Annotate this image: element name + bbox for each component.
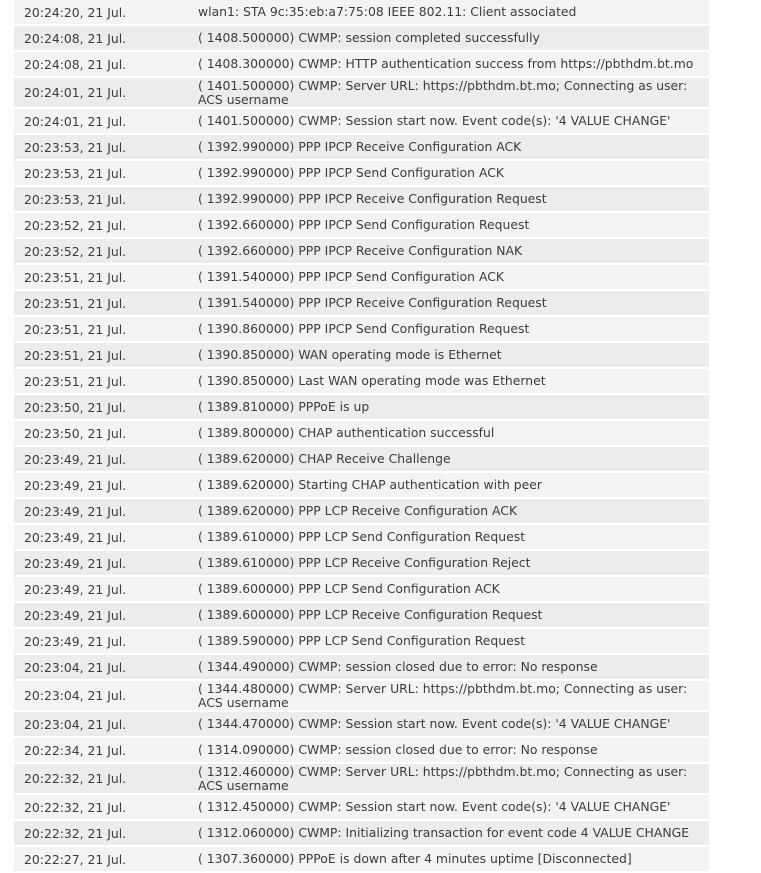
log-message: ( 1401.500000) CWMP: Session start now. Event code(s): '4 VALUE CHANGE' — [198, 114, 671, 128]
log-row — [14, 655, 709, 681]
log-time: 20:24:01, 21 Jul. — [24, 85, 127, 100]
log-row — [14, 821, 709, 847]
log-time: 20:23:04, 21 Jul. — [24, 688, 127, 703]
log-message: ( 1392.660000) PPP IPCP Send Configuration Request — [198, 218, 530, 232]
log-time: 20:23:51, 21 Jul. — [24, 347, 127, 363]
log-row — [14, 603, 709, 629]
log-row — [14, 551, 709, 577]
log-message: ( 1408.300000) CWMP: HTTP authentication success from https://pbthdm.bt.mo — [198, 57, 694, 71]
log-row — [14, 78, 709, 109]
log-time: 20:22:32, 21 Jul. — [24, 771, 127, 786]
log-message: ( 1312.460000) CWMP: Server URL: https://pbthdm.bt.mo; Connecting as user: ACS username — [198, 763, 688, 793]
log-message: ( 1312.060000) CWMP: Initializing transaction for event code 4 VALUE CHANGE — [198, 826, 690, 840]
log-message: ( 1408.500000) CWMP: session completed successfully — [198, 31, 540, 45]
log-time: 20:24:08, 21 Jul. — [24, 56, 127, 72]
log-row — [14, 239, 709, 265]
log-time: 20:23:49, 21 Jul. — [24, 503, 127, 519]
log-time: 20:24:20, 21 Jul. — [24, 4, 127, 20]
log-message: ( 1312.450000) CWMP: Session start now. Event code(s): '4 VALUE CHANGE' — [198, 800, 671, 814]
log-message: ( 1391.540000) PPP IPCP Send Configuration ACK — [198, 270, 505, 284]
log-row — [14, 681, 709, 712]
log-message: ( 1389.620000) Starting CHAP authentication with peer — [198, 478, 542, 492]
log-row — [14, 499, 709, 525]
log-time: 20:23:51, 21 Jul. — [24, 269, 127, 285]
log-time: 20:23:49, 21 Jul. — [24, 451, 127, 467]
log-message: ( 1389.590000) PPP LCP Send Configuration Request — [198, 634, 526, 648]
log-time: 20:23:49, 21 Jul. — [24, 633, 127, 649]
log-time: 20:22:34, 21 Jul. — [24, 742, 127, 758]
log-message: ( 1344.480000) CWMP: Server URL: https://pbthdm.bt.mo; Connecting as user: ACS username — [198, 680, 688, 710]
log-time: 20:23:51, 21 Jul. — [24, 373, 127, 389]
log-row — [14, 161, 709, 187]
log-message: ( 1389.620000) PPP LCP Receive Configuration ACK — [198, 504, 518, 518]
log-message: ( 1390.860000) PPP IPCP Send Configuration Request — [198, 322, 530, 336]
log-row — [14, 213, 709, 239]
log-time: 20:23:50, 21 Jul. — [24, 399, 127, 415]
log-row — [14, 0, 709, 26]
log-message: ( 1392.660000) PPP IPCP Receive Configuration NAK — [198, 244, 523, 258]
log-row — [14, 847, 709, 873]
log-message: ( 1392.990000) PPP IPCP Send Configuration ACK — [198, 166, 505, 180]
event-log-table — [14, 0, 709, 873]
log-row — [14, 764, 709, 795]
log-message: ( 1390.850000) WAN operating mode is Ethernet — [198, 348, 502, 362]
log-message: ( 1314.090000) CWMP: session closed due to error: No response — [198, 743, 598, 757]
log-message: ( 1389.610000) PPP LCP Receive Configuration Reject — [198, 556, 531, 570]
log-row — [14, 109, 709, 135]
log-message: ( 1344.470000) CWMP: Session start now. Event code(s): '4 VALUE CHANGE' — [198, 717, 671, 731]
log-message: ( 1390.850000) Last WAN operating mode was Ethernet — [198, 374, 546, 388]
log-time: 20:23:52, 21 Jul. — [24, 243, 127, 259]
log-time: 20:23:04, 21 Jul. — [24, 659, 127, 675]
log-row — [14, 52, 709, 78]
log-time: 20:23:53, 21 Jul. — [24, 139, 127, 155]
log-row — [14, 343, 709, 369]
log-row — [14, 447, 709, 473]
log-row — [14, 738, 709, 764]
log-message: ( 1389.620000) CHAP Receive Challenge — [198, 452, 451, 466]
log-message: ( 1401.500000) CWMP: Server URL: https://pbthdm.bt.mo; Connecting as user: ACS username — [198, 77, 688, 107]
log-row — [14, 395, 709, 421]
log-row — [14, 629, 709, 655]
log-time: 20:23:49, 21 Jul. — [24, 477, 127, 493]
log-message: ( 1392.990000) PPP IPCP Receive Configuration ACK — [198, 140, 522, 154]
log-row — [14, 712, 709, 738]
log-row — [14, 421, 709, 447]
log-message: ( 1307.360000) PPPoE is down after 4 minutes uptime [Disconnected] — [198, 852, 632, 866]
log-time: 20:23:53, 21 Jul. — [24, 191, 127, 207]
log-time: 20:23:51, 21 Jul. — [24, 295, 127, 311]
log-time: 20:23:53, 21 Jul. — [24, 165, 127, 181]
log-time: 20:24:01, 21 Jul. — [24, 113, 127, 129]
log-message: ( 1344.490000) CWMP: session closed due to error: No response — [198, 660, 598, 674]
log-time: 20:22:27, 21 Jul. — [24, 851, 127, 867]
log-time: 20:24:08, 21 Jul. — [24, 30, 127, 46]
log-row — [14, 135, 709, 161]
log-time: 20:23:52, 21 Jul. — [24, 217, 127, 233]
log-time: 20:23:49, 21 Jul. — [24, 555, 127, 571]
log-time: 20:23:50, 21 Jul. — [24, 425, 127, 441]
log-message: ( 1391.540000) PPP IPCP Receive Configuration Request — [198, 296, 547, 310]
log-row — [14, 577, 709, 603]
log-time: 20:23:49, 21 Jul. — [24, 529, 127, 545]
log-message: ( 1389.600000) PPP LCP Send Configuration ACK — [198, 582, 500, 596]
log-message: ( 1392.990000) PPP IPCP Receive Configuration Request — [198, 192, 547, 206]
log-row — [14, 26, 709, 52]
log-row — [14, 369, 709, 395]
log-row — [14, 291, 709, 317]
log-time: 20:23:49, 21 Jul. — [24, 607, 127, 623]
log-message: ( 1389.600000) PPP LCP Receive Configuration Request — [198, 608, 543, 622]
log-time: 20:22:32, 21 Jul. — [24, 825, 127, 841]
log-row — [14, 265, 709, 291]
log-time: 20:22:32, 21 Jul. — [24, 799, 127, 815]
log-message: ( 1389.810000) PPPoE is up — [198, 400, 370, 414]
log-time: 20:23:04, 21 Jul. — [24, 716, 127, 732]
log-message: wlan1: STA 9c:35:eb:a7:75:08 IEEE 802.11: Client associated — [198, 5, 577, 19]
log-message: ( 1389.610000) PPP LCP Send Configuration Request — [198, 530, 526, 544]
log-row — [14, 525, 709, 551]
log-time: 20:23:49, 21 Jul. — [24, 581, 127, 597]
log-row — [14, 187, 709, 213]
log-row — [14, 473, 709, 499]
log-message: ( 1389.800000) CHAP authentication successful — [198, 426, 495, 440]
log-time: 20:23:51, 21 Jul. — [24, 321, 127, 337]
log-row — [14, 317, 709, 343]
log-row — [14, 795, 709, 821]
